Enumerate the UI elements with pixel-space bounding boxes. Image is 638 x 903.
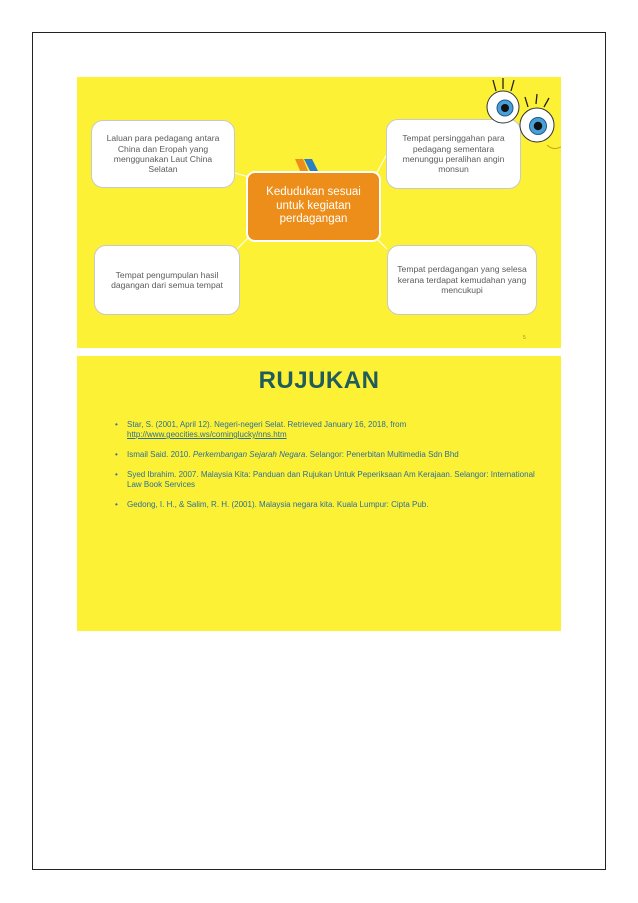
slide-mind-map [77,77,561,348]
reference-book-title: Perkembangan Sejarah Negara [192,450,306,459]
reference-text: Star, S. (2001, April 12). Negeri-negeri Selat. Retrieved January 16, 2018, from [127,420,407,429]
mind-map-node-bottom-right: Tempat perdagangan yang selesa kerana terdapat kemudahan yang mencukupi [387,245,537,315]
bullet: • [115,450,118,459]
slide-references [77,356,561,631]
reference-item [115,500,535,510]
mind-map-node-bottom-left: Tempat pengumpulan hasil dagangan dari semua tempat [94,245,240,315]
slide-number: 5 [523,335,526,341]
mind-map-node-top-right: Tempat persinggahan para pedagang sementara menunggu peralihan angin monsun [386,119,521,189]
reference-text: Gedong, I. H., & Salim, R. H. (2001). Malaysia negara kita. Kuala Lumpur: Cipta Pub. [127,500,429,509]
reference-text: . Selangor: Penerbitan Multimedia Sdn Bhd [305,450,459,459]
reference-item [115,470,535,490]
slide-title: RUJUKAN [258,367,380,394]
bullet: • [115,420,118,429]
reference-item [115,450,535,460]
reference-list [115,420,535,520]
bullet: • [115,500,118,509]
mind-map-node-top-left: Laluan para pedagang antara China dan Eropah yang menggunakan Laut China Selatan [91,120,235,188]
reference-text: Syed Ibrahim. 2007. Malaysia Kita: Panduan dan Rujukan Untuk Peperiksaan Am Kerajaan. Selangor: International Law Book Services [127,470,535,489]
reference-link[interactable]: http://www.geocities.ws/cominglucky/nns.htm [127,430,287,439]
cartoon-eyes [481,77,561,155]
reference-text: Ismail Said. 2010. [127,450,193,459]
mind-map-center-node: Kedudukan sesuai untuk kegiatan perdagangan [246,171,381,242]
bullet: • [115,470,118,479]
reference-item [115,420,535,440]
